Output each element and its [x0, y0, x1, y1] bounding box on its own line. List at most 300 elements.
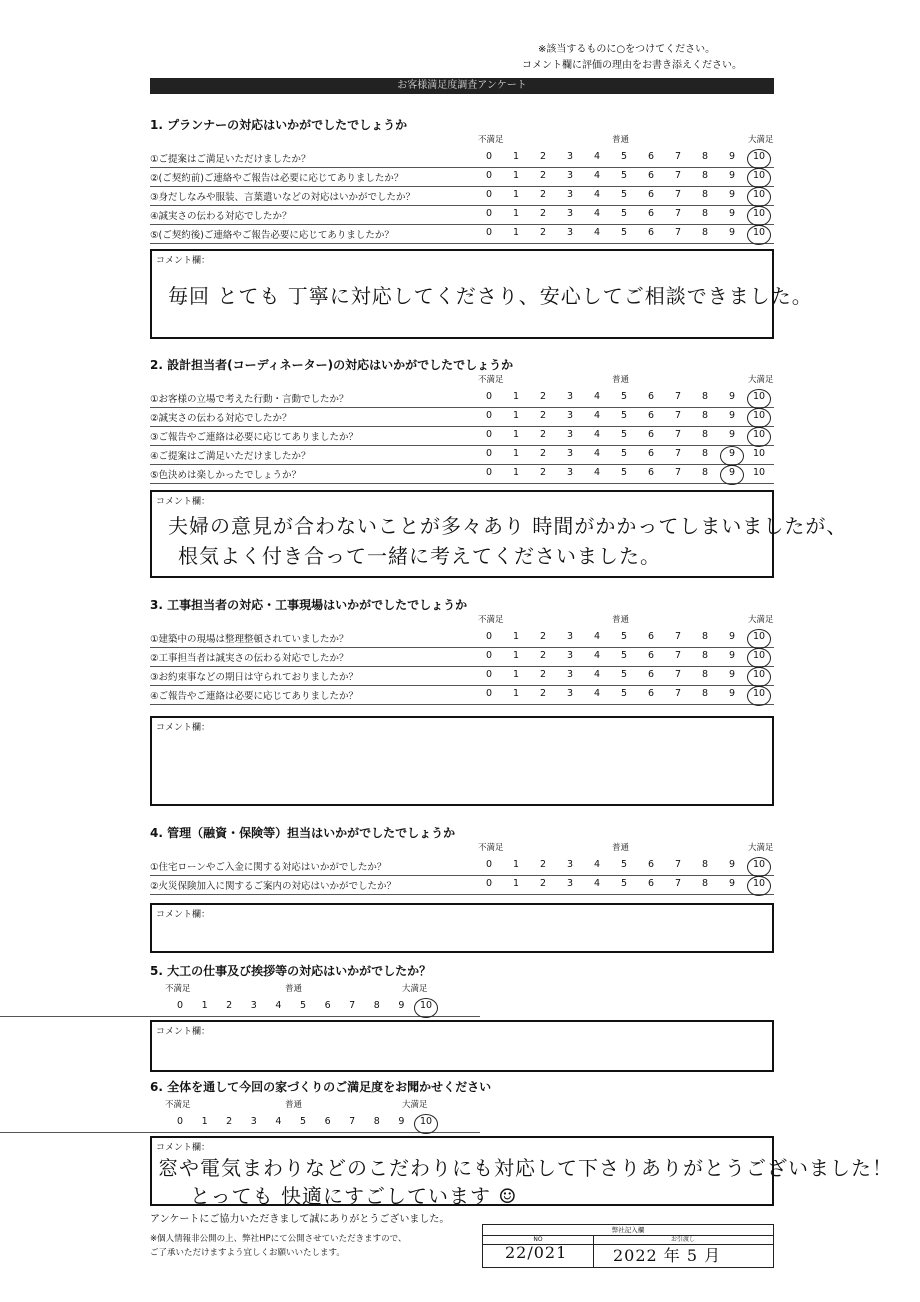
rating-option-7[interactable]: 7	[349, 1000, 356, 1011]
rating-option-3[interactable]: 3	[566, 650, 574, 661]
rating-option-7[interactable]: 7	[674, 650, 682, 661]
rating-option-4[interactable]: 4	[593, 688, 601, 699]
rating-option-7[interactable]: 7	[674, 669, 682, 680]
rating-option-0[interactable]: 0	[485, 669, 493, 680]
rating-option-6[interactable]: 6	[647, 448, 655, 459]
rating-option-7[interactable]: 7	[674, 227, 682, 238]
rating-option-1[interactable]: 1	[512, 208, 520, 219]
office-use-header: 弊社記入欄	[483, 1225, 773, 1236]
rating-option-6[interactable]: 6	[647, 189, 655, 200]
comment-label: コメント欄：	[156, 1027, 211, 1037]
rating-option-3[interactable]: 3	[250, 1116, 257, 1127]
scale-high-label: 大満足	[402, 1100, 428, 1110]
question-text: ②火災保険加入に関するご案内の対応はいかがでしたか？	[150, 881, 397, 892]
scale-low-label: 不満足	[478, 135, 504, 145]
privacy-note-2: ご了承いただけますよう宜しくお願いいたします。	[150, 1248, 345, 1258]
rating-option-0[interactable]: 0	[485, 688, 493, 699]
question-row	[150, 167, 774, 187]
rating-option-1[interactable]: 1	[512, 688, 520, 699]
selected-rating-circle	[747, 857, 771, 877]
rating-option-10[interactable]: 10	[418, 1116, 434, 1127]
rating-option-3[interactable]: 3	[566, 151, 574, 162]
rating-option-4[interactable]: 4	[593, 467, 601, 478]
section-3-title: 3. 工事担当者の対応・工事現場はいかがでしたでしょうか	[150, 598, 468, 612]
rating-option-1[interactable]: 1	[512, 151, 520, 162]
rating-option-7[interactable]: 7	[674, 448, 682, 459]
scale-high-label: 大満足	[748, 615, 774, 625]
rating-option-8[interactable]: 8	[373, 1116, 380, 1127]
selected-rating-circle	[747, 206, 771, 226]
rating-option-6[interactable]: 6	[647, 631, 655, 642]
rating-option-10[interactable]: 10	[751, 208, 767, 219]
rating-option-2[interactable]: 2	[539, 170, 547, 181]
rating-option-1[interactable]: 1	[512, 448, 520, 459]
rating-option-9[interactable]: 9	[728, 688, 736, 699]
rating-option-1[interactable]: 1	[512, 669, 520, 680]
rating-option-5[interactable]: 5	[299, 1116, 307, 1127]
question-row	[150, 388, 774, 408]
rating-option-0[interactable]: 0	[485, 170, 493, 181]
rating-option-8[interactable]: 8	[701, 859, 709, 870]
rating-option-7[interactable]: 7	[674, 391, 682, 402]
rating-option-0[interactable]: 0	[176, 1116, 184, 1127]
comment-label: コメント欄：	[156, 910, 211, 920]
rating-option-2[interactable]: 2	[539, 429, 547, 440]
rating-option-10[interactable]: 10	[752, 467, 766, 478]
rating-option-2[interactable]: 2	[226, 1000, 233, 1011]
rating-option-5[interactable]: 5	[620, 151, 628, 162]
rating-option-8[interactable]: 8	[701, 878, 709, 889]
rating-option-4[interactable]: 4	[593, 878, 601, 889]
rating-option-10[interactable]: 10	[751, 878, 767, 889]
rating-option-7[interactable]: 7	[674, 878, 682, 889]
rating-option-6[interactable]: 6	[647, 669, 655, 680]
no-label: NO	[483, 1235, 594, 1245]
rating-option-10[interactable]: 10	[418, 1000, 434, 1011]
rating-option-4[interactable]: 4	[593, 650, 601, 661]
rating-option-7[interactable]: 7	[349, 1116, 356, 1127]
rating-option-1[interactable]: 1	[201, 1116, 208, 1127]
rating-option-5[interactable]: 5	[620, 669, 628, 680]
rating-option-10[interactable]: 10	[751, 410, 767, 421]
section-3-comment-box[interactable]	[150, 716, 774, 806]
rating-option-1[interactable]: 1	[512, 170, 520, 181]
rating-option-6[interactable]: 6	[647, 429, 655, 440]
rating-option-5[interactable]: 5	[620, 859, 628, 870]
rating-option-2[interactable]: 2	[539, 467, 547, 478]
selected-rating-circle	[747, 149, 771, 169]
rating-option-7[interactable]: 7	[674, 631, 682, 642]
rating-option-3[interactable]: 3	[566, 227, 574, 238]
rating-option-4[interactable]: 4	[593, 669, 601, 680]
rating-option-3[interactable]: 3	[566, 189, 574, 200]
section-2-title: 2. 設計担当者(コーディネーター)の対応はいかがでしたでしょうか	[150, 358, 514, 372]
office-use-box	[482, 1224, 774, 1268]
rating-option-6[interactable]: 6	[647, 467, 655, 478]
rating-option-6[interactable]: 6	[324, 1116, 331, 1127]
scale-mid-label: 普通	[612, 135, 630, 145]
rating-option-9[interactable]: 9	[728, 391, 736, 402]
rating-option-7[interactable]: 7	[674, 189, 682, 200]
scale-mid-label: 普通	[612, 615, 630, 625]
scale-mid-label: 普通	[612, 843, 630, 853]
rating-option-1[interactable]: 1	[512, 467, 520, 478]
rating-option-0[interactable]: 0	[485, 429, 493, 440]
rating-option-6[interactable]: 6	[647, 170, 655, 181]
selected-rating-circle	[747, 389, 771, 409]
thanks-text: アンケートにご協力いただきまして誠にありがとうございました。	[150, 1214, 450, 1225]
selected-rating-circle	[747, 225, 771, 245]
rating-option-1[interactable]: 1	[512, 878, 520, 889]
question-row	[150, 647, 774, 667]
rating-option-6[interactable]: 6	[647, 650, 655, 661]
section-4-comment-box[interactable]	[150, 903, 774, 953]
rating-option-6[interactable]: 6	[324, 1000, 331, 1011]
question-text: ⑤(ご契約後)ご連絡やご報告必要に応じてありましたか？	[150, 230, 394, 241]
rating-option-8[interactable]: 8	[701, 650, 709, 661]
handover-value: 2022 年 5 月	[613, 1246, 722, 1265]
rating-option-0[interactable]: 0	[176, 1000, 184, 1011]
rating-option-4[interactable]: 4	[593, 151, 601, 162]
rating-option-2[interactable]: 2	[539, 189, 547, 200]
rating-option-3[interactable]: 3	[566, 859, 574, 870]
question-text: ④ご提案はご満足いただけましたか？	[150, 451, 311, 462]
rating-option-2[interactable]: 2	[539, 631, 547, 642]
question-row	[150, 875, 774, 895]
scale-mid-label: 普通	[285, 984, 303, 994]
rating-option-6[interactable]: 6	[647, 878, 655, 889]
rating-option-4[interactable]: 4	[275, 1116, 282, 1127]
rating-option-4[interactable]: 4	[593, 208, 601, 219]
rating-option-8[interactable]: 8	[701, 410, 709, 421]
rating-option-10[interactable]: 10	[751, 391, 767, 402]
rating-option-10[interactable]: 10	[751, 151, 767, 162]
rating-option-9[interactable]: 9	[724, 467, 740, 478]
rating-option-2[interactable]: 2	[539, 391, 547, 402]
rating-option-5[interactable]: 5	[620, 878, 628, 889]
rating-option-7[interactable]: 7	[674, 151, 682, 162]
rating-option-8[interactable]: 8	[701, 189, 709, 200]
rating-option-1[interactable]: 1	[512, 859, 520, 870]
rating-option-0[interactable]: 0	[485, 650, 493, 661]
rating-option-0[interactable]: 0	[485, 410, 493, 421]
rating-option-2[interactable]: 2	[539, 669, 547, 680]
rating-option-9[interactable]: 9	[728, 227, 736, 238]
rating-option-3[interactable]: 3	[566, 631, 574, 642]
rating-option-5[interactable]: 5	[620, 208, 628, 219]
rating-option-9[interactable]: 9	[728, 189, 736, 200]
selected-rating-circle	[747, 187, 771, 207]
rating-option-10[interactable]: 10	[751, 859, 767, 870]
header-note-1: ※該当するものに○をつけてください。	[538, 44, 716, 55]
box-divider	[593, 1244, 594, 1267]
selected-rating-circle	[720, 446, 744, 466]
question-row	[150, 148, 774, 168]
rating-option-0[interactable]: 0	[485, 878, 493, 889]
rating-option-4[interactable]: 4	[593, 631, 601, 642]
rating-option-4[interactable]: 4	[593, 189, 601, 200]
rating-option-0[interactable]: 0	[485, 391, 493, 402]
question-text: ①お客様の立場で考えた行動・言動でしたか？	[150, 394, 349, 405]
rating-option-3[interactable]: 3	[566, 410, 574, 421]
handover-label: お引渡し	[593, 1235, 773, 1245]
no-value: 22/021	[505, 1243, 568, 1262]
rating-option-2[interactable]: 2	[539, 859, 547, 870]
rating-option-9[interactable]: 9	[398, 1000, 405, 1011]
rating-option-9[interactable]: 9	[724, 448, 740, 459]
comment-label: コメント欄：	[156, 497, 211, 507]
rating-option-4[interactable]: 4	[593, 429, 601, 440]
rating-option-2[interactable]: 2	[539, 448, 547, 459]
question-text: ②誠実さの伝わる対応でしたか？	[150, 413, 292, 424]
rating-option-1[interactable]: 1	[512, 410, 520, 421]
rating-option-6[interactable]: 6	[647, 391, 655, 402]
rating-option-2[interactable]: 2	[539, 650, 547, 661]
selected-rating-circle	[747, 168, 771, 188]
selected-rating-circle	[747, 629, 771, 649]
scale-high-label: 大満足	[402, 984, 428, 994]
question-row	[150, 224, 774, 244]
question-row	[150, 464, 774, 484]
rating-option-3[interactable]: 3	[566, 669, 574, 680]
rating-option-7[interactable]: 7	[674, 410, 682, 421]
rating-option-8[interactable]: 8	[701, 170, 709, 181]
question-text: ③ご報告やご連絡は必要に応じてありましたか？	[150, 432, 359, 443]
selected-rating-circle	[414, 1114, 438, 1134]
rating-option-5[interactable]: 5	[620, 410, 628, 421]
section5-title: 5. 大工の仕事及び挨拶等の対応はいかがでしたか？	[150, 964, 432, 978]
rating-option-7[interactable]: 7	[674, 688, 682, 699]
rating-option-6[interactable]: 6	[647, 151, 655, 162]
rating-option-8[interactable]: 8	[701, 429, 709, 440]
rating-option-2[interactable]: 2	[539, 688, 547, 699]
rating-option-1[interactable]: 1	[512, 429, 520, 440]
rating-option-8[interactable]: 8	[701, 208, 709, 219]
rating-option-8[interactable]: 8	[701, 227, 709, 238]
scale-high-label: 大満足	[748, 843, 774, 853]
rating-option-3[interactable]: 3	[566, 391, 574, 402]
rating-option-8[interactable]: 8	[701, 669, 709, 680]
handwritten-comment: 夫婦の意見が合わないことが多々あり 時間がかかってしまいましたが、	[168, 514, 848, 538]
rating-option-8[interactable]: 8	[701, 467, 709, 478]
rating-option-2[interactable]: 2	[539, 208, 547, 219]
rating-option-6[interactable]: 6	[647, 859, 655, 870]
question-text: ②(ご契約前)ご連絡やご報告は必要に応じてありましたか？	[150, 173, 404, 184]
rating-option-9[interactable]: 9	[728, 151, 736, 162]
question-row	[150, 407, 774, 427]
rating-option-9[interactable]: 9	[728, 669, 736, 680]
rating-option-5[interactable]: 5	[620, 467, 628, 478]
rating-option-9[interactable]: 9	[398, 1116, 405, 1127]
rating-option-7[interactable]: 7	[674, 429, 682, 440]
rating-option-10[interactable]: 10	[751, 429, 767, 440]
rating-option-2[interactable]: 2	[539, 878, 547, 889]
rating-option-4[interactable]: 4	[593, 170, 601, 181]
rating-option-4[interactable]: 4	[593, 410, 601, 421]
rating-option-0[interactable]: 0	[485, 151, 493, 162]
rating-option-8[interactable]: 8	[701, 688, 709, 699]
rating-option-5[interactable]: 5	[620, 688, 628, 699]
rating-option-10[interactable]: 10	[751, 227, 767, 238]
rating-option-2[interactable]: 2	[539, 151, 547, 162]
rating-option-0[interactable]: 0	[485, 208, 493, 219]
rating-option-10[interactable]: 10	[752, 448, 766, 459]
rating-option-10[interactable]: 10	[751, 631, 767, 642]
scale-low-label: 不満足	[165, 984, 191, 994]
privacy-note-1: ※個人情報非公開の上、弊社HPにて公開させていただきますので、	[150, 1234, 407, 1244]
rating-option-4[interactable]: 4	[593, 448, 601, 459]
question-text: ①建築中の現場は整理整頓されていましたか？	[150, 634, 349, 645]
rating-option-2[interactable]: 2	[226, 1116, 233, 1127]
selected-rating-circle	[747, 408, 771, 428]
rating-option-5[interactable]: 5	[620, 429, 628, 440]
rating-option-7[interactable]: 7	[674, 208, 682, 219]
scale-low-label: 不満足	[478, 843, 504, 853]
rating-option-3[interactable]: 3	[566, 878, 574, 889]
question-row	[150, 628, 774, 648]
rating-option-9[interactable]: 9	[728, 208, 736, 219]
comment-label: コメント欄：	[156, 723, 211, 733]
question-text: ①住宅ローンやご入金に関する対応はいかがでしたか？	[150, 862, 387, 873]
rating-option-1[interactable]: 1	[512, 650, 520, 661]
handwritten-comment: 毎回 とても 丁寧に対応してくださり、安心してご相談できました。	[168, 284, 813, 308]
rating-option-3[interactable]: 3	[566, 429, 574, 440]
rating-option-3[interactable]: 3	[566, 448, 574, 459]
rating-option-3[interactable]: 3	[566, 208, 574, 219]
header-note-2: コメント欄に評価の理由をお書き添えください。	[522, 60, 742, 71]
rating-option-6[interactable]: 6	[647, 410, 655, 421]
handwritten-comment: 根気よく付き合って一緒に考えてくださいました。	[178, 544, 661, 568]
rating-option-3[interactable]: 3	[566, 170, 574, 181]
section-4-title: 4. 管理（融資・保険等）担当はいかがでしたでしょうか	[150, 826, 456, 840]
rating-option-9[interactable]: 9	[728, 170, 736, 181]
rating-option-0[interactable]: 0	[485, 448, 493, 459]
rating-option-0[interactable]: 0	[485, 227, 493, 238]
question-text: ③お約束事などの期日は守られておりましたか？	[150, 672, 359, 683]
selected-rating-circle	[747, 427, 771, 447]
rating-option-1[interactable]: 1	[512, 189, 520, 200]
rating-option-8[interactable]: 8	[373, 1000, 380, 1011]
handwritten-comment: 窓や電気まわりなどのこだわりにも対応して下さりありがとうございました！	[158, 1156, 893, 1180]
rating-option-0[interactable]: 0	[485, 467, 493, 478]
question-text: ②工事担当者は誠実さの伝わる対応でしたか？	[150, 653, 349, 664]
rating-option-10[interactable]: 10	[751, 170, 767, 181]
rating-option-5[interactable]: 5	[620, 448, 628, 459]
selected-rating-circle	[747, 876, 771, 896]
rating-option-5[interactable]: 5	[620, 650, 628, 661]
handwritten-comment: とっても 快適にすごしています ☺	[190, 1184, 518, 1208]
rating-option-0[interactable]: 0	[485, 189, 493, 200]
question-row	[150, 666, 774, 686]
scale-low-label: 不満足	[478, 615, 504, 625]
rating-option-4[interactable]: 4	[593, 227, 601, 238]
rating-option-9[interactable]: 9	[728, 410, 736, 421]
selected-rating-circle	[414, 998, 438, 1018]
rating-option-10[interactable]: 10	[751, 189, 767, 200]
survey-title-bar: お客様満足度調査アンケート	[150, 78, 774, 94]
rating-option-5[interactable]: 5	[299, 1000, 307, 1011]
rating-option-3[interactable]: 3	[566, 688, 574, 699]
rating-option-1[interactable]: 1	[512, 631, 520, 642]
section-1-title: 1. プランナーの対応はいかがでしたでしょうか	[150, 118, 408, 132]
section6-title: 6. 全体を通して今回の家づくりのご満足度をお聞かせください	[150, 1080, 492, 1094]
question-row	[150, 856, 774, 876]
rating-option-1[interactable]: 1	[512, 391, 520, 402]
scale-low-label: 不満足	[165, 1100, 191, 1110]
rating-option-9[interactable]: 9	[728, 429, 736, 440]
question-row	[150, 186, 774, 206]
rating-option-0[interactable]: 0	[485, 631, 493, 642]
rating-option-8[interactable]: 8	[701, 151, 709, 162]
rating-option-7[interactable]: 7	[674, 859, 682, 870]
rating-option-5[interactable]: 5	[620, 391, 628, 402]
rating-option-10[interactable]: 10	[751, 669, 767, 680]
rating-option-2[interactable]: 2	[539, 410, 547, 421]
question-text: ③身だしなみや服装、言葉遣いなどの対応はいかがでしたか？	[150, 192, 416, 203]
question-text: ⑤色決めは楽しかったでしょうか？	[150, 470, 302, 481]
rating-option-5[interactable]: 5	[620, 227, 628, 238]
rating-option-9[interactable]: 9	[728, 650, 736, 661]
rating-option-7[interactable]: 7	[674, 467, 682, 478]
rating-option-1[interactable]: 1	[512, 227, 520, 238]
section5-comment-box[interactable]	[150, 1020, 774, 1072]
question-row	[150, 426, 774, 446]
rating-option-9[interactable]: 9	[728, 878, 736, 889]
rating-option-9[interactable]: 9	[728, 631, 736, 642]
rating-option-3[interactable]: 3	[250, 1000, 257, 1011]
rating-option-2[interactable]: 2	[539, 227, 547, 238]
selected-rating-circle	[720, 465, 744, 485]
rating-option-7[interactable]: 7	[674, 170, 682, 181]
scale-mid-label: 普通	[612, 375, 630, 385]
rating-option-3[interactable]: 3	[566, 467, 574, 478]
rating-option-10[interactable]: 10	[751, 688, 767, 699]
rating-option-5[interactable]: 5	[620, 631, 628, 642]
question-text: ④ご報告やご連絡は必要に応じてありましたか？	[150, 691, 359, 702]
scale-mid-label: 普通	[285, 1100, 303, 1110]
question-text: ④誠実さの伝わる対応でしたか？	[150, 211, 292, 222]
rating-option-6[interactable]: 6	[647, 688, 655, 699]
selected-rating-circle	[747, 648, 771, 668]
rating-option-8[interactable]: 8	[701, 448, 709, 459]
rating-option-8[interactable]: 8	[701, 391, 709, 402]
scale-low-label: 不満足	[478, 375, 504, 385]
rating-option-10[interactable]: 10	[751, 650, 767, 661]
rating-option-4[interactable]: 4	[593, 391, 601, 402]
rating-option-5[interactable]: 5	[620, 170, 628, 181]
question-row	[150, 685, 774, 705]
rating-option-6[interactable]: 6	[647, 208, 655, 219]
rating-option-8[interactable]: 8	[701, 631, 709, 642]
question-row	[150, 445, 774, 465]
comment-label: コメント欄：	[156, 256, 211, 266]
rating-option-4[interactable]: 4	[593, 859, 601, 870]
rating-option-4[interactable]: 4	[275, 1000, 282, 1011]
question-row	[150, 205, 774, 225]
rating-option-1[interactable]: 1	[201, 1000, 208, 1011]
selected-rating-circle	[747, 667, 771, 687]
comment-label: コメント欄：	[156, 1143, 211, 1153]
compact-scale-row	[0, 998, 480, 1017]
rating-option-0[interactable]: 0	[485, 859, 493, 870]
scale-high-label: 大満足	[748, 135, 774, 145]
rating-option-9[interactable]: 9	[728, 859, 736, 870]
selected-rating-circle	[747, 686, 771, 706]
rating-option-6[interactable]: 6	[647, 227, 655, 238]
compact-scale-row	[0, 1114, 480, 1133]
rating-option-5[interactable]: 5	[620, 189, 628, 200]
scale-high-label: 大満足	[748, 375, 774, 385]
